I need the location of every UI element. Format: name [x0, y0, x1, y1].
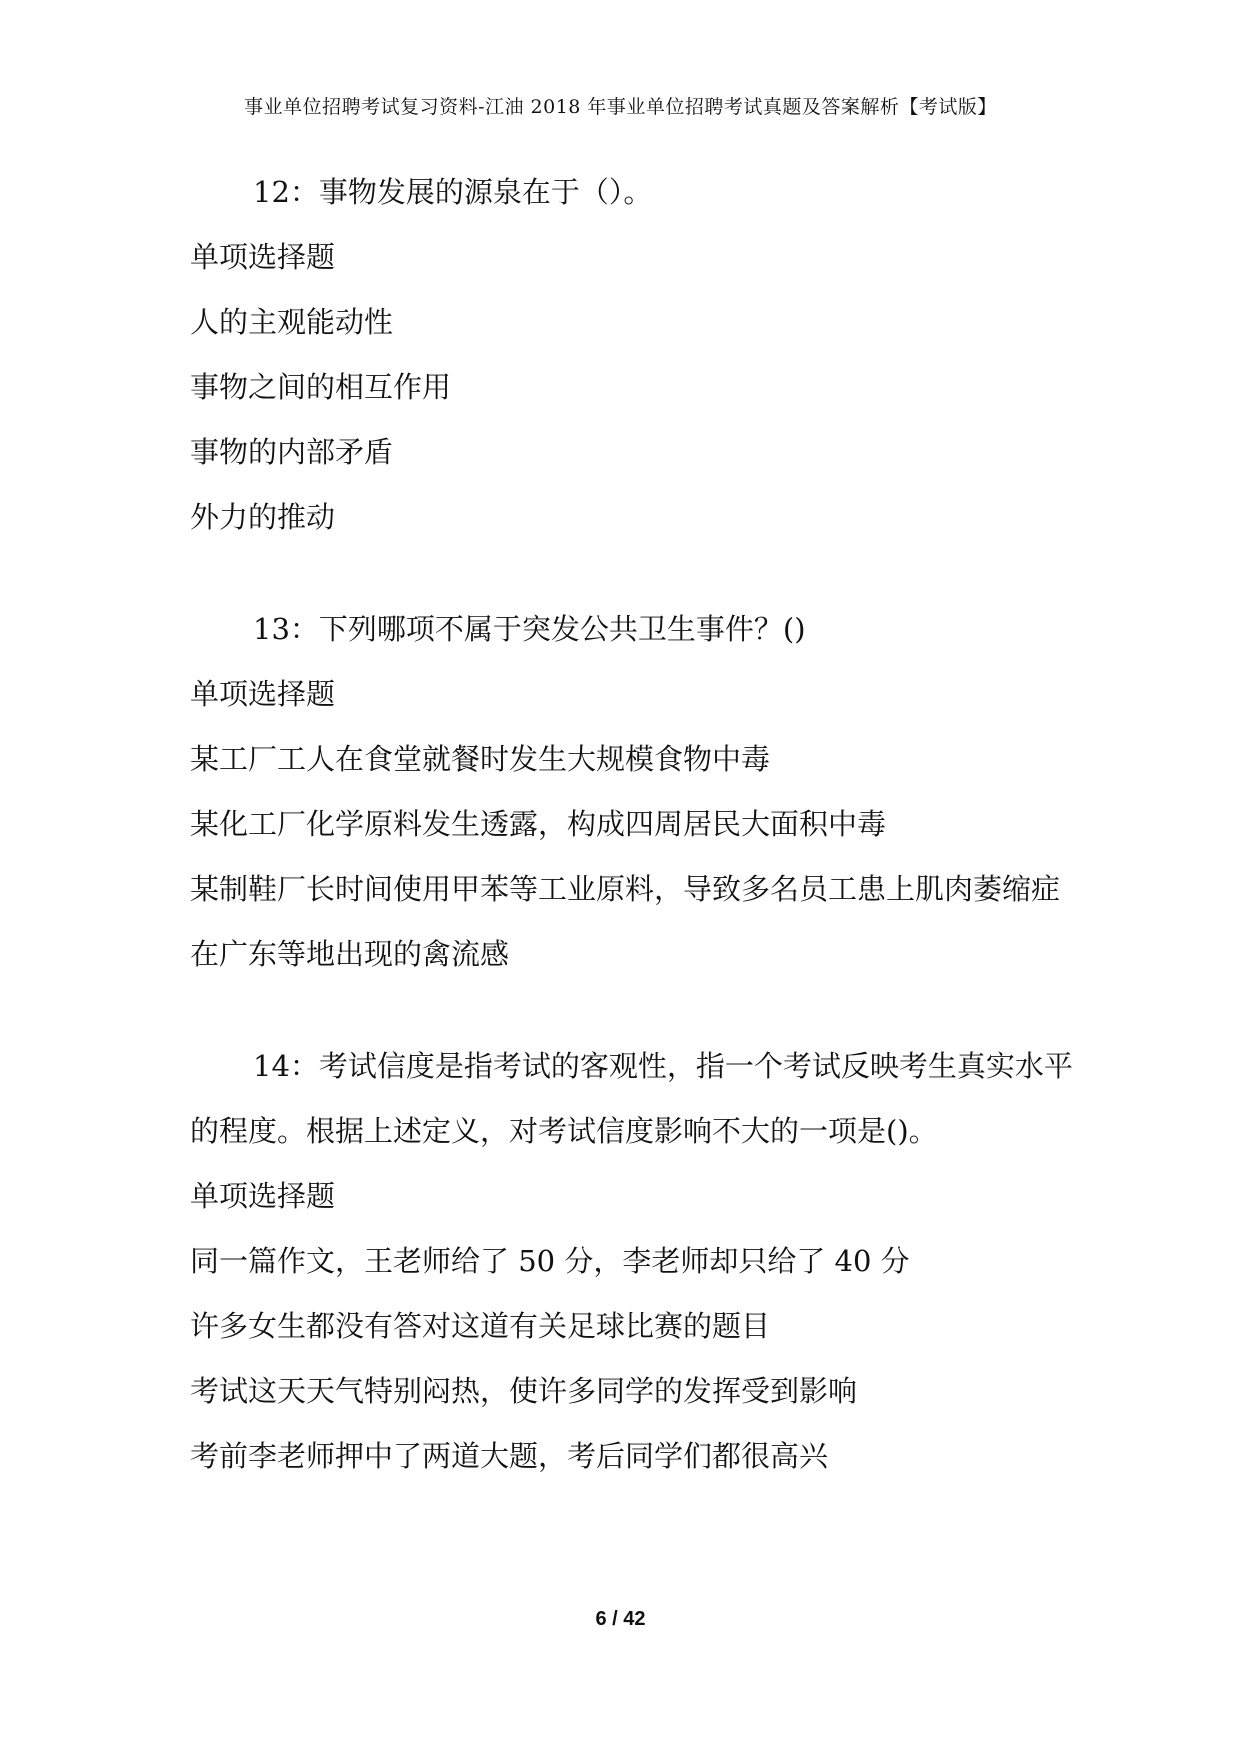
page-header: 事业单位招聘考试复习资料-江油 2018 年事业单位招聘考试真题及答案解析【考试版】	[244, 96, 997, 118]
question-type: 单项选择题	[190, 677, 336, 711]
option-d: 考前李老师押中了两道大题，考后同学们都很高兴	[190, 1439, 829, 1473]
document-body	[190, 160, 1090, 1536]
option-c: 某制鞋厂长时间使用甲苯等工业原料，导致多名员工患上肌肉萎缩症	[190, 872, 1061, 906]
question-14	[190, 1034, 1090, 1489]
option-b: 某化工厂化学原料发生透露，构成四周居民大面积中毒	[190, 807, 887, 841]
option-c: 考试这天天气特别闷热，使许多同学的发挥受到影响	[190, 1374, 858, 1408]
question-13	[190, 597, 1090, 987]
question-text: 14：考试信度是指考试的客观性，指一个考试反映考生真实水平的程度。根据上述定义，对考试信度影响不大的一项是()。	[190, 1049, 1073, 1148]
option-c: 事物的内部矛盾	[190, 435, 394, 469]
option-a: 某工厂工人在食堂就餐时发生大规模食物中毒	[190, 742, 771, 776]
question-type: 单项选择题	[190, 1179, 336, 1213]
question-text: 12：事物发展的源泉在于（）。	[253, 175, 653, 209]
option-d: 外力的推动	[190, 500, 336, 534]
question-text: 13：下列哪项不属于突发公共卫生事件？()	[253, 612, 806, 646]
question-type: 单项选择题	[190, 240, 336, 274]
page-number: 6 / 42	[595, 1608, 646, 1630]
option-b: 许多女生都没有答对这道有关足球比赛的题目	[190, 1309, 771, 1343]
question-12	[190, 160, 1090, 550]
option-a: 人的主观能动性	[190, 305, 394, 339]
option-d: 在广东等地出现的禽流感	[190, 937, 510, 971]
option-b: 事物之间的相互作用	[190, 370, 452, 404]
option-a: 同一篇作文，王老师给了 50 分，李老师却只给了 40 分	[190, 1244, 910, 1278]
